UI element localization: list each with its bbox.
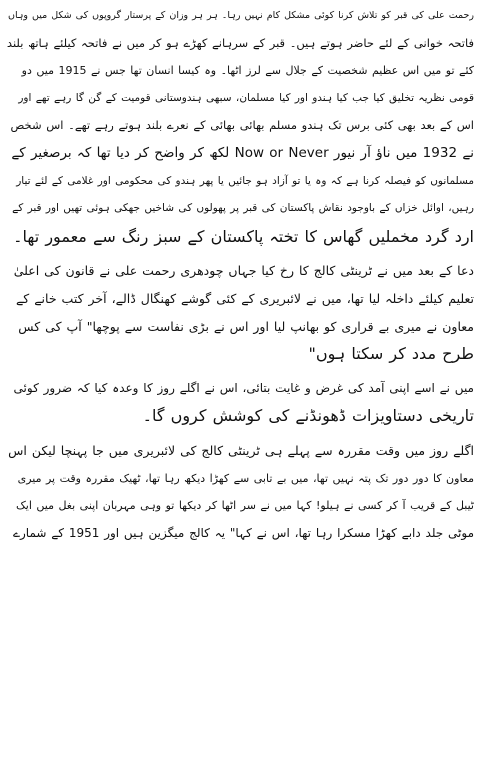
text-line: فاتحہ خوانی کے لئے حاضر ہوتے ہیں۔ قبر کے سرہانے کھڑے ہو کر میں نے فاتحہ کیلئے ہاتھ بلند (6, 35, 474, 50)
text-line: نے 1932 میں ناؤ آر نیور Now or Never لکھ کر واضح کر دیا تھا کہ برصغیر کے (11, 144, 474, 161)
text-line: معاون نے میری بے قراری کو بھانپ لیا اور اس نے بڑی نفاست سے پوچھا" آپ کی کس (18, 318, 474, 334)
text-line: تعلیم کیلئے داخلہ لیا تھا، میں نے لائبریری کے کئی گوشے کھنگال ڈالے، آخر کتب خانے کے (15, 290, 474, 306)
text-line: مسلمانوں کو فیصلہ کرنا ہے کہ وہ یا تو آزاد ہو جائیں یا پھر ہندو کی محکومی اور غلامی کے لئے تیار (16, 174, 474, 187)
text-line: موٹی جلد دابے کھڑا مسکرا رہا تھا، اس نے کہا" یہ کالج میگزین ہیں اور 1951 کے شمارے (12, 525, 474, 540)
text-line: طرح مدد کر سکتا ہوں" (308, 344, 474, 364)
text-line: معاون کا دور دور تک پتہ نہیں تھا، میں بے تابی سے کھڑا دیکھ رہا تھا، ٹھیک مقررہ وقت پر میری (17, 471, 474, 485)
text-line: اس کے بعد بھی کئی برس تک ہندو مسلم بھائی بھائی کے نعرے بلند ہوتے رہے تھے۔ اس شخص (10, 118, 474, 133)
text-line: تاریخی دستاویزات ڈھونڈنے کی کوشش کروں گا۔ (142, 406, 474, 426)
text-line: رہیں، اوائل خزاں کے باوجود نقاش پاکستان کی قبر پر پھولوں کی شاخیں جھکی ہوئی تھیں اور قبر کے (12, 202, 474, 215)
text-line: ٹیبل کے قریب آ کر کسی نے ہیلو! کہا میں نے سر اٹھا کر دیکھا تو وہی مہربان اپنی بغل میں ایک (15, 499, 474, 513)
paragraph-2 (6, 257, 474, 367)
text-line: اگلے روز میں وقت مقررہ سے پہلے ہی ٹرینٹی کالج کی لائبریری میں جا پہنچا لیکن اس (8, 442, 474, 458)
paragraph-3 (6, 375, 474, 430)
text-line: ارد گرد مخملیں گھاس کا تختہ پاکستان کے سبز رنگ سے معمور تھا۔ (13, 226, 474, 246)
text-line: کئے تو میں اس عظیم شخصیت کے جلال سے لرز اٹھا۔ وہ کیسا انسان تھا جس نے 1915 میں دو (21, 64, 474, 78)
paragraph-4 (6, 437, 474, 547)
paragraph-1 (6, 2, 474, 250)
text-line: رحمت علی کی قبر کو تلاش کرنا کوئی مشکل کام نہیں رہا۔ ہر ہر وزان کے پرستار گروپوں کی شکل میں وہاں (7, 10, 474, 21)
text-line: قومی نظریہ تخلیق کیا جب کیا ہندو اور کیا مسلمان، سبھی ہندوستانی قومیت کے گن گا رہے تھے اور (18, 91, 474, 104)
text-line: دعا کے بعد میں نے ٹرینٹی کالج کا رخ کیا جہاں چودھری رحمت علی نے قانون کی اعلیٰ (13, 263, 474, 279)
text-line: میں نے اسے اپنی آمد کی غرض و غایت بتائی، اس نے اگلے روز کا وعدہ کیا کہ ضرور کوئی (13, 380, 474, 395)
